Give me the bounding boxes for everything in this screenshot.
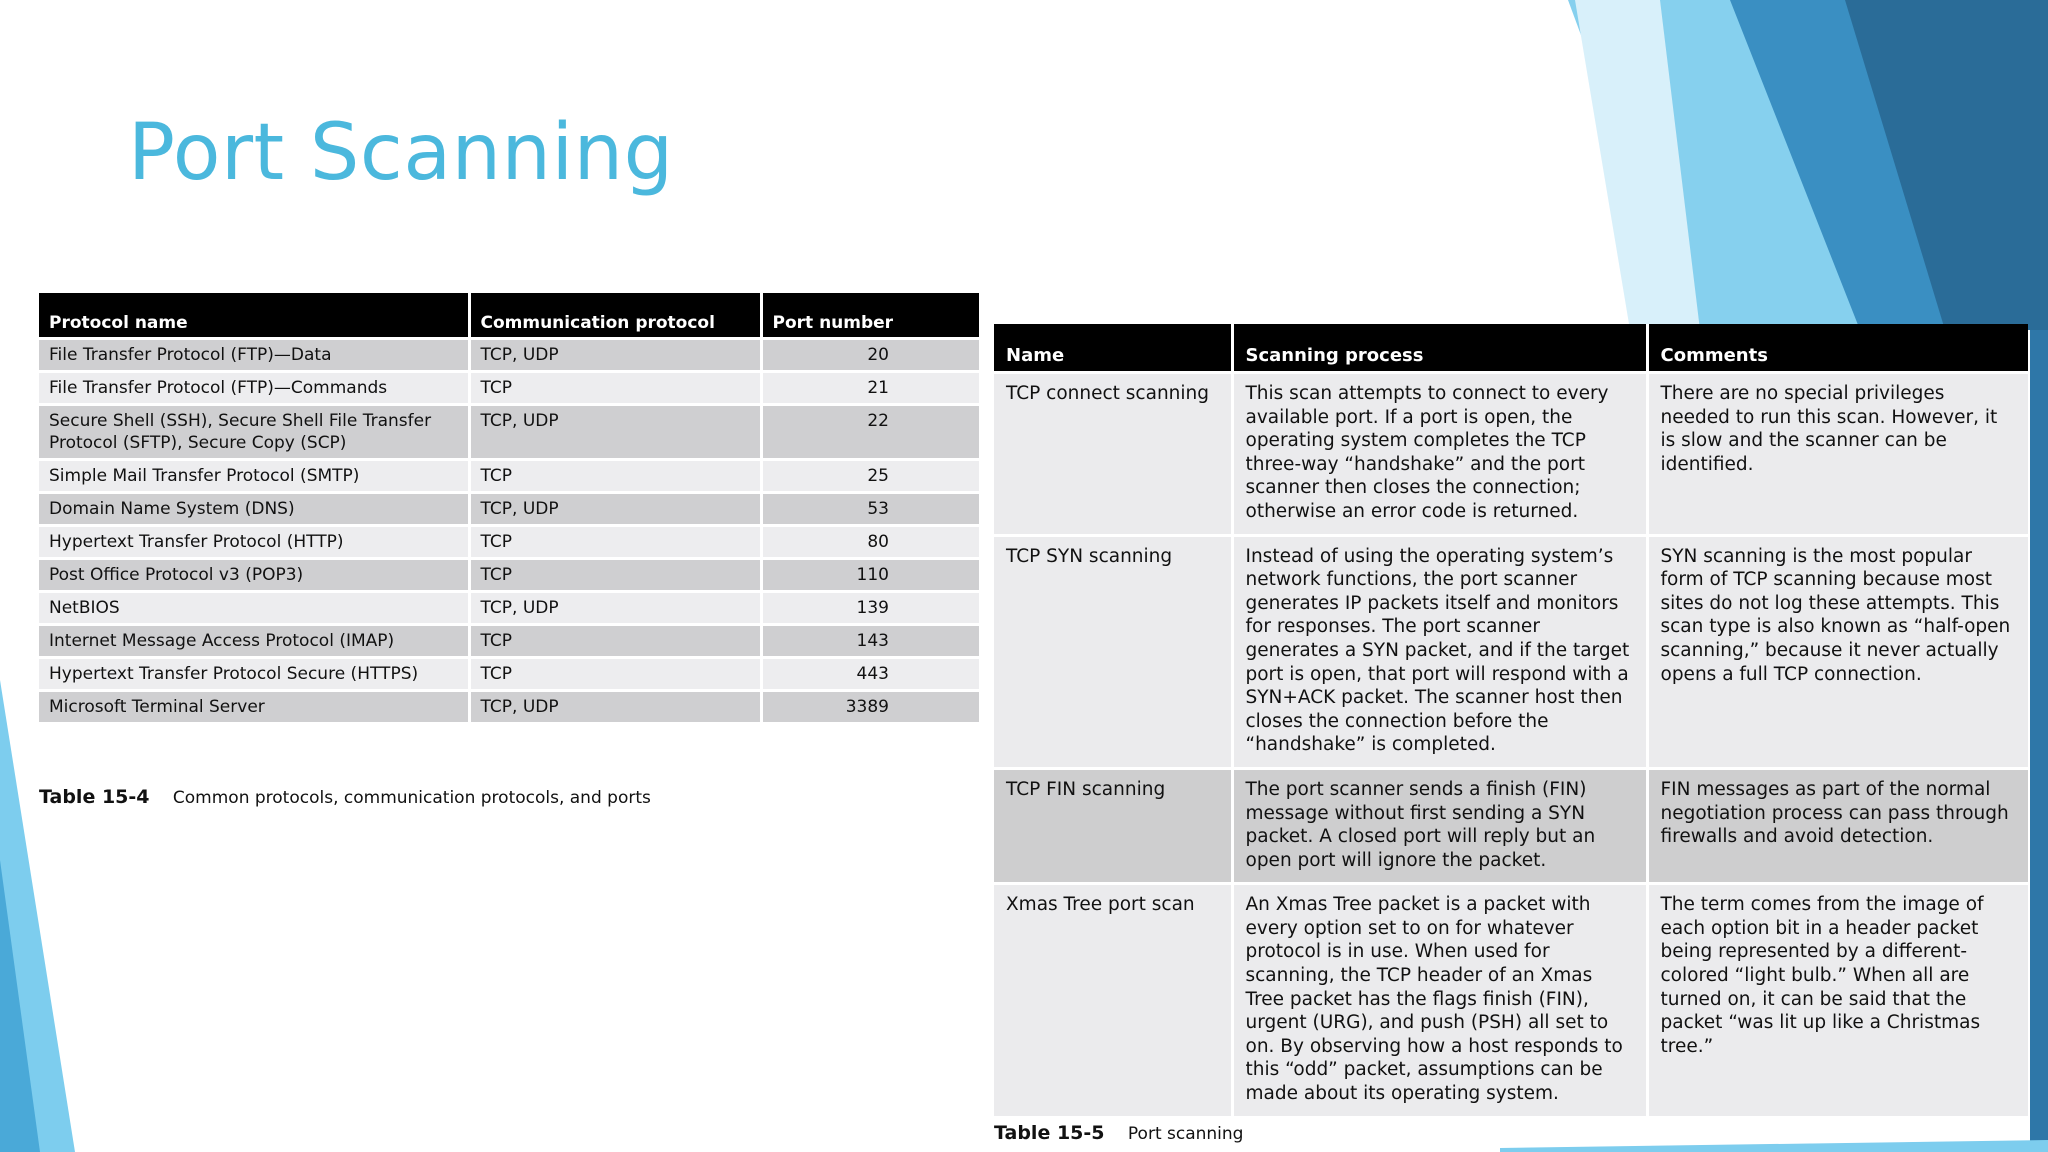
table-row [39,405,979,460]
port-number-cell: 443 [761,658,979,691]
table-15-5-panel [994,324,2028,1116]
communication-protocol-cell: TCP [469,559,761,592]
table-row [39,460,979,493]
communication-protocol-cell: TCP [469,625,761,658]
scan-name-cell: TCP connect scanning [994,373,1232,536]
port-number-cell: 143 [761,625,979,658]
protocol-name-cell: File Transfer Protocol (FTP)—Data [39,339,469,372]
table-header-row [39,293,979,339]
table-15-5-caption [994,1122,1243,1144]
table-row [39,559,979,592]
header-port-number: Port number [761,293,979,339]
scanning-process-cell: This scan attempts to connect to every available port. If a port is open, the operating system completes the TCP three-way “handshake” and the port scanner then closes the connection; otherwise an error code is returned. [1232,373,1647,536]
right-edge-shape [2030,330,2048,1152]
communication-protocol-cell: TCP, UDP [469,405,761,460]
port-number-cell: 53 [761,493,979,526]
protocol-name-cell: NetBIOS [39,592,469,625]
port-scanning-table [994,324,2028,1116]
header-scanning-process: Scanning process [1232,324,1647,373]
scanning-process-cell: The port scanner sends a finish (FIN) message without first sending a SYN packet. A closed port will reply but an open port will ignore the packet. [1232,768,1647,883]
port-number-cell: 3389 [761,691,979,723]
comments-cell: The term comes from the image of each option bit in a header packet being represented by a different-colored “light bulb.” When all are turned on, it can be said that the packet “was lit up like a Christmas tree.” [1647,884,2028,1116]
caption-number: Table 15-5 [994,1122,1105,1144]
communication-protocol-cell: TCP, UDP [469,339,761,372]
port-number-cell: 80 [761,526,979,559]
table-15-4-panel [39,293,979,722]
port-number-cell: 21 [761,372,979,405]
port-number-cell: 110 [761,559,979,592]
common-ports-table [39,293,979,722]
table-row [39,339,979,372]
caption-text: Port scanning [1127,1124,1244,1144]
comments-cell: FIN messages as part of the normal negotiation process can pass through firewalls and avoid detection. [1647,768,2028,883]
port-number-cell: 20 [761,339,979,372]
table-row [39,691,979,723]
scan-name-cell: TCP SYN scanning [994,535,1232,768]
protocol-name-cell: Post Office Protocol v3 (POP3) [39,559,469,592]
protocol-name-cell: Hypertext Transfer Protocol (HTTP) [39,526,469,559]
scan-name-cell: Xmas Tree port scan [994,884,1232,1116]
comments-cell: There are no special privileges needed to run this scan. However, it is slow and the scanner can be identified. [1647,373,2028,536]
communication-protocol-cell: TCP, UDP [469,592,761,625]
protocol-name-cell: Simple Mail Transfer Protocol (SMTP) [39,460,469,493]
comments-cell: SYN scanning is the most popular form of TCP scanning because most sites do not log these attempts. This scan type is also known as “half-open scanning,” because it never actually opens a full TCP connection. [1647,535,2028,768]
table-row [39,592,979,625]
protocol-name-cell: Internet Message Access Protocol (IMAP) [39,625,469,658]
table-row [994,373,2028,536]
table-row [39,658,979,691]
port-number-cell: 25 [761,460,979,493]
header-name: Name [994,324,1232,373]
table-15-4-caption [39,786,651,808]
table-row [39,526,979,559]
caption-number: Table 15-4 [39,786,150,808]
communication-protocol-cell: TCP [469,526,761,559]
table-row [994,884,2028,1116]
slide-title: Port Scanning [128,108,674,198]
table-row [994,768,2028,883]
header-comments: Comments [1647,324,2028,373]
protocol-name-cell: Domain Name System (DNS) [39,493,469,526]
protocol-name-cell: File Transfer Protocol (FTP)—Commands [39,372,469,405]
protocol-name-cell: Secure Shell (SSH), Secure Shell File Transfer Protocol (SFTP), Secure Copy (SCP) [39,405,469,460]
table-row [994,535,2028,768]
port-number-cell: 139 [761,592,979,625]
header-protocol-name: Protocol name [39,293,469,339]
scan-name-cell: TCP FIN scanning [994,768,1232,883]
bottom-right-shape [1500,1140,2048,1152]
communication-protocol-cell: TCP, UDP [469,691,761,723]
communication-protocol-cell: TCP [469,460,761,493]
caption-text: Common protocols, communication protocols, and ports [172,788,651,808]
table-row [39,493,979,526]
table-header-row [994,324,2028,373]
protocol-name-cell: Microsoft Terminal Server [39,691,469,723]
communication-protocol-cell: TCP, UDP [469,493,761,526]
communication-protocol-cell: TCP [469,658,761,691]
port-number-cell: 22 [761,405,979,460]
table-row [39,372,979,405]
table-row [39,625,979,658]
scanning-process-cell: Instead of using the operating system’s network functions, the port scanner generates IP packets itself and monitors for responses. The port scanner generates a SYN packet, and if the target port is open, that port will respond with a SYN+ACK packet. The scanner host then closes the connection before the “handshake” is completed. [1232,535,1647,768]
communication-protocol-cell: TCP [469,372,761,405]
scanning-process-cell: An Xmas Tree packet is a packet with every option set to on for whatever protocol is in use. When used for scanning, the TCP header of an Xmas Tree packet has the flags finish (FIN), urgent (URG), and push (PSH) all set to on. By observing how a host responds to this “odd” packet, assumptions can be made about its operating system. [1232,884,1647,1116]
protocol-name-cell: Hypertext Transfer Protocol Secure (HTTPS) [39,658,469,691]
header-communication-protocol: Communication protocol [469,293,761,339]
